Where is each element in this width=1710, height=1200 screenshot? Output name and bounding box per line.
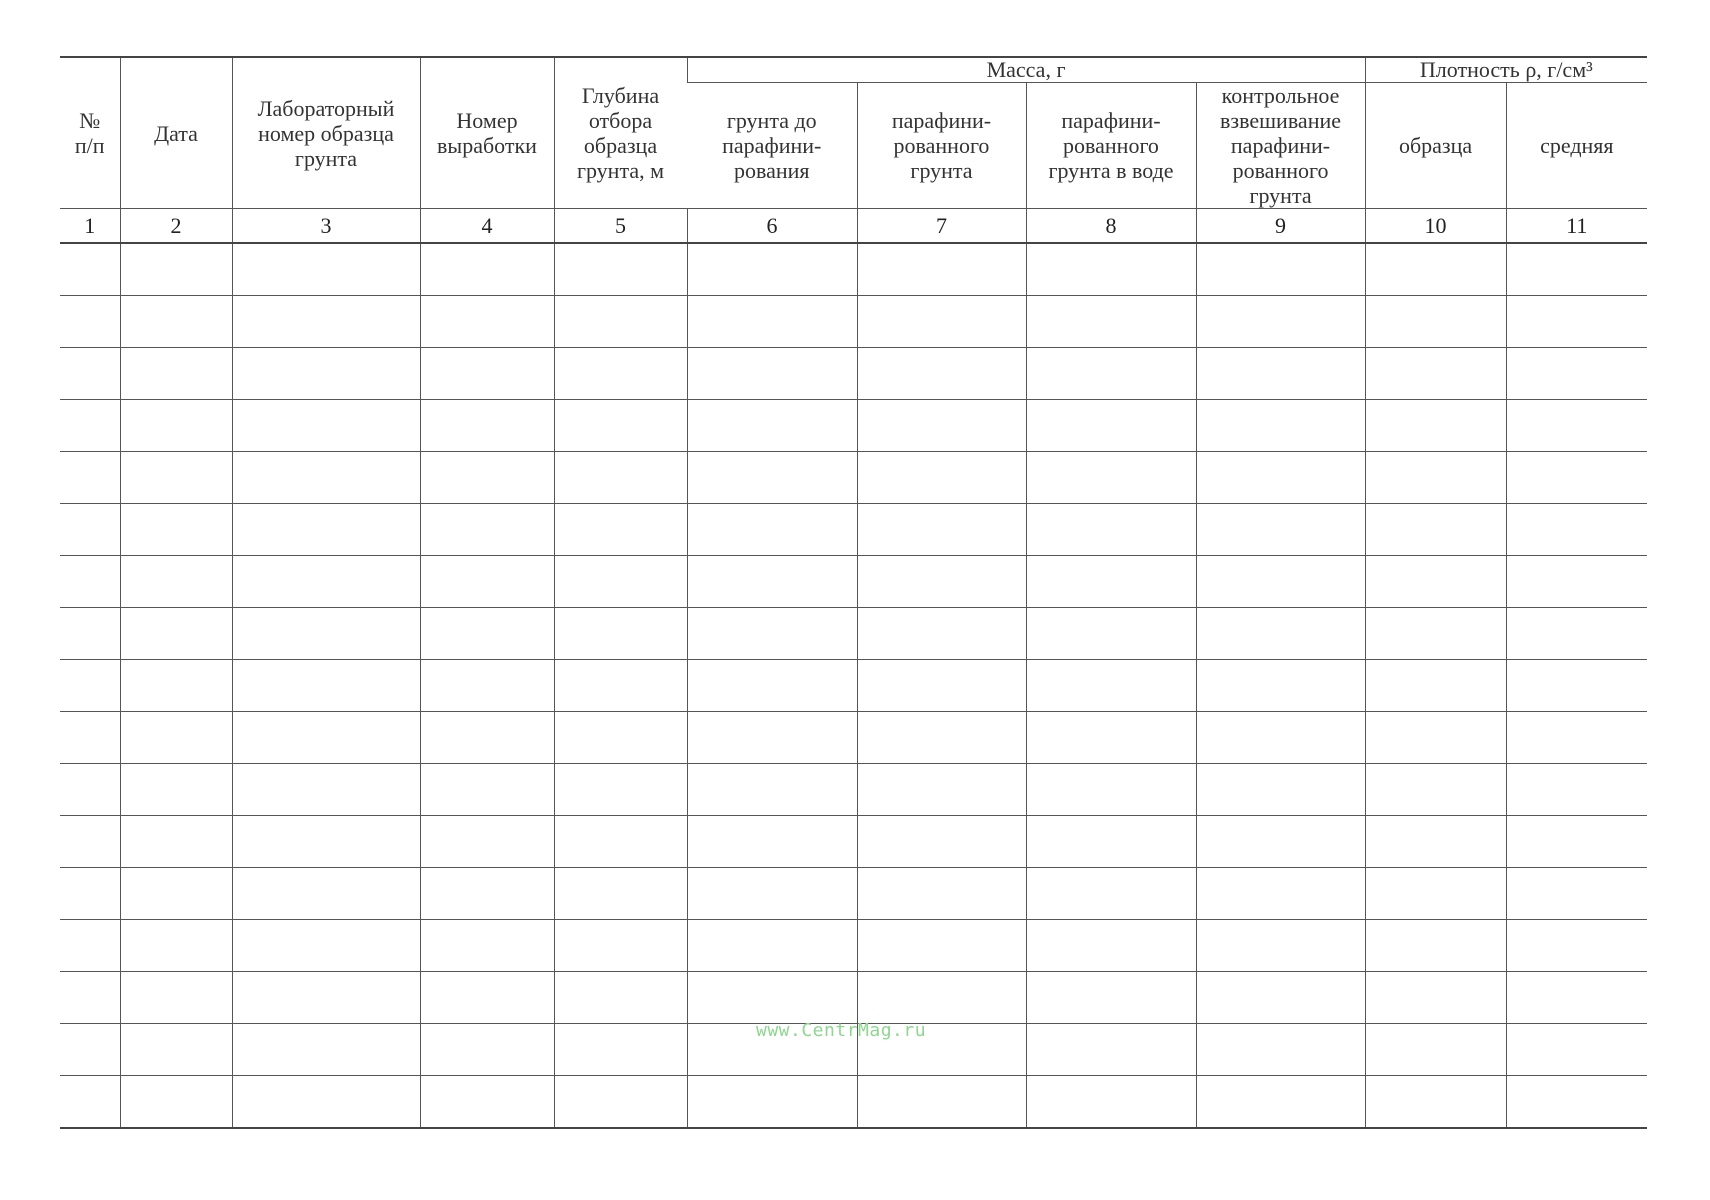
column-number: 2 [120, 209, 232, 244]
table-cell[interactable] [232, 816, 420, 868]
table-cell[interactable] [1196, 243, 1365, 296]
table-cell[interactable] [1365, 868, 1506, 920]
table-cell[interactable] [687, 712, 857, 764]
table-cell[interactable] [554, 296, 687, 348]
column-number: 7 [857, 209, 1026, 244]
table-cell[interactable] [1026, 972, 1196, 1024]
table-cell[interactable] [554, 452, 687, 504]
table-cell[interactable] [1365, 296, 1506, 348]
table-row [60, 868, 1647, 920]
table-cell[interactable] [60, 452, 120, 504]
table-cell[interactable] [420, 764, 554, 816]
table-cell[interactable] [857, 452, 1026, 504]
table-cell[interactable] [420, 972, 554, 1024]
table-cell[interactable] [1196, 712, 1365, 764]
column-number-row [60, 209, 1647, 244]
table-row [60, 920, 1647, 972]
watermark-text: www.CentrMag.ru [756, 1020, 927, 1041]
table-cell[interactable] [1026, 712, 1196, 764]
table-cell[interactable] [420, 296, 554, 348]
table-cell[interactable] [232, 1024, 420, 1076]
table-cell[interactable] [120, 816, 232, 868]
table-cell[interactable] [857, 608, 1026, 660]
table-cell[interactable] [120, 972, 232, 1024]
table-cell[interactable] [1506, 348, 1647, 400]
table-cell[interactable] [687, 764, 857, 816]
table-cell[interactable] [60, 400, 120, 452]
table-cell[interactable] [60, 1076, 120, 1129]
table-cell[interactable] [420, 400, 554, 452]
table-cell[interactable] [1506, 556, 1647, 608]
table-cell[interactable] [120, 452, 232, 504]
table-cell[interactable] [120, 348, 232, 400]
table-cell[interactable] [687, 556, 857, 608]
table-cell[interactable] [1506, 243, 1647, 296]
table-cell[interactable] [60, 712, 120, 764]
table-cell[interactable] [687, 452, 857, 504]
table-cell[interactable] [857, 816, 1026, 868]
table-cell[interactable] [232, 348, 420, 400]
table-row [60, 348, 1647, 400]
table-cell[interactable] [232, 504, 420, 556]
table-cell[interactable] [120, 660, 232, 712]
column-number: 5 [554, 209, 687, 244]
table-cell[interactable] [1506, 868, 1647, 920]
table-cell[interactable] [232, 712, 420, 764]
table-cell[interactable] [554, 660, 687, 712]
column-header-density-average: средняя [1506, 83, 1647, 209]
table-cell[interactable] [1196, 1024, 1365, 1076]
table-cell[interactable] [1196, 504, 1365, 556]
table-cell[interactable] [232, 868, 420, 920]
table-cell[interactable] [420, 452, 554, 504]
table-cell[interactable] [1365, 400, 1506, 452]
table-cell[interactable] [60, 504, 120, 556]
table-cell[interactable] [1026, 400, 1196, 452]
table-cell[interactable] [554, 972, 687, 1024]
table-cell[interactable] [1196, 452, 1365, 504]
table-cell[interactable] [420, 1024, 554, 1076]
table-cell[interactable] [1365, 1076, 1506, 1129]
table-row [60, 504, 1647, 556]
table-cell[interactable] [554, 1024, 687, 1076]
table-cell[interactable] [554, 1076, 687, 1129]
table-cell[interactable] [687, 243, 857, 296]
table-cell[interactable] [60, 608, 120, 660]
table-row [60, 608, 1647, 660]
table-cell[interactable] [1026, 452, 1196, 504]
column-header-excavation-number: Номер выработки [420, 57, 554, 209]
table-cell[interactable] [1026, 348, 1196, 400]
table-cell[interactable] [857, 972, 1026, 1024]
table-cell[interactable] [857, 660, 1026, 712]
table-cell[interactable] [1506, 1076, 1647, 1129]
table-cell[interactable] [60, 920, 120, 972]
table-cell[interactable] [1026, 764, 1196, 816]
table-cell[interactable] [1365, 243, 1506, 296]
table-cell[interactable] [420, 920, 554, 972]
table-cell[interactable] [420, 556, 554, 608]
table-cell[interactable] [1196, 764, 1365, 816]
table-cell[interactable] [1506, 504, 1647, 556]
table-cell[interactable] [687, 608, 857, 660]
column-number: 9 [1196, 209, 1365, 244]
table-cell[interactable] [60, 1024, 120, 1076]
table-cell[interactable] [420, 243, 554, 296]
table-row [60, 660, 1647, 712]
table-cell[interactable] [1365, 712, 1506, 764]
group-header-mass: Масса, г [687, 57, 1365, 83]
column-header-mass-in-water: парафини- рованного грунта в воде [1026, 83, 1196, 209]
table-cell[interactable] [60, 556, 120, 608]
table-cell[interactable] [687, 868, 857, 920]
table-cell[interactable] [857, 504, 1026, 556]
table-cell[interactable] [857, 712, 1026, 764]
table-cell[interactable] [857, 400, 1026, 452]
table-cell[interactable] [1365, 920, 1506, 972]
column-header-number: № п/п [60, 57, 120, 209]
table-cell[interactable] [232, 296, 420, 348]
table-cell[interactable] [1365, 504, 1506, 556]
table-cell[interactable] [687, 348, 857, 400]
table-cell[interactable] [232, 452, 420, 504]
table-cell[interactable] [1026, 816, 1196, 868]
table-cell[interactable] [232, 400, 420, 452]
table-cell[interactable] [857, 868, 1026, 920]
table-cell[interactable] [1196, 296, 1365, 348]
table-cell[interactable] [1506, 296, 1647, 348]
table-cell[interactable] [1026, 920, 1196, 972]
group-header-density: Плотность ρ, г/см³ [1365, 57, 1647, 83]
table-cell[interactable] [1365, 660, 1506, 712]
column-number: 3 [232, 209, 420, 244]
table-cell[interactable] [687, 400, 857, 452]
table-cell[interactable] [857, 1076, 1026, 1129]
table-cell[interactable] [1196, 608, 1365, 660]
table-cell[interactable] [1506, 400, 1647, 452]
table-cell[interactable] [120, 608, 232, 660]
column-number: 6 [687, 209, 857, 244]
table-cell[interactable] [1365, 764, 1506, 816]
table-cell[interactable] [420, 1076, 554, 1129]
table-cell[interactable] [1506, 452, 1647, 504]
table-cell[interactable] [1196, 868, 1365, 920]
column-number: 10 [1365, 209, 1506, 244]
table-cell[interactable] [420, 504, 554, 556]
table-cell[interactable] [1506, 712, 1647, 764]
table-row [60, 243, 1647, 296]
table-cell[interactable] [420, 660, 554, 712]
table-cell[interactable] [1196, 920, 1365, 972]
table-cell[interactable] [120, 400, 232, 452]
table-cell[interactable] [1506, 972, 1647, 1024]
table-cell[interactable] [1026, 504, 1196, 556]
table-cell[interactable] [1196, 816, 1365, 868]
table-cell[interactable] [120, 1076, 232, 1129]
table-cell[interactable] [554, 712, 687, 764]
table-cell[interactable] [1506, 816, 1647, 868]
table-cell[interactable] [60, 660, 120, 712]
table-cell[interactable] [1026, 1024, 1196, 1076]
column-header-sampling-depth: Глубина отбора образца грунта, м [554, 57, 687, 209]
table-row [60, 816, 1647, 868]
table-row [60, 764, 1647, 816]
table-cell[interactable] [232, 972, 420, 1024]
table-cell[interactable] [1506, 608, 1647, 660]
table-cell[interactable] [120, 712, 232, 764]
table-cell[interactable] [120, 920, 232, 972]
column-header-density-sample: образца [1365, 83, 1506, 209]
table-cell[interactable] [857, 920, 1026, 972]
table-cell[interactable] [687, 660, 857, 712]
table-cell[interactable] [554, 243, 687, 296]
table-cell[interactable] [120, 504, 232, 556]
table-cell[interactable] [1026, 243, 1196, 296]
table-cell[interactable] [1506, 1024, 1647, 1076]
table-cell[interactable] [232, 920, 420, 972]
table-cell[interactable] [1196, 1076, 1365, 1129]
table-cell[interactable] [60, 868, 120, 920]
table-cell[interactable] [554, 816, 687, 868]
table-cell[interactable] [687, 920, 857, 972]
table-cell[interactable] [1026, 556, 1196, 608]
table-cell[interactable] [120, 1024, 232, 1076]
table-cell[interactable] [60, 764, 120, 816]
table-row [60, 296, 1647, 348]
table-cell[interactable] [60, 816, 120, 868]
table-cell[interactable] [1365, 348, 1506, 400]
table-cell[interactable] [232, 556, 420, 608]
table-cell[interactable] [1196, 556, 1365, 608]
table-cell[interactable] [1365, 556, 1506, 608]
table-cell[interactable] [554, 504, 687, 556]
column-header-lab-sample-number: Лабораторный номер образца грунта [232, 57, 420, 209]
table-cell[interactable] [420, 816, 554, 868]
table-cell[interactable] [1026, 296, 1196, 348]
table-cell[interactable] [1196, 348, 1365, 400]
table-cell[interactable] [1196, 660, 1365, 712]
table-cell[interactable] [232, 608, 420, 660]
table-cell[interactable] [1026, 660, 1196, 712]
table-cell[interactable] [554, 920, 687, 972]
table-cell[interactable] [687, 816, 857, 868]
table-cell[interactable] [554, 868, 687, 920]
column-number: 1 [60, 209, 120, 244]
table-cell[interactable] [554, 608, 687, 660]
table-cell[interactable] [1365, 1024, 1506, 1076]
table-cell[interactable] [232, 1076, 420, 1129]
table-cell[interactable] [554, 764, 687, 816]
column-header-mass-paraffined: парафини- рованного грунта [857, 83, 1026, 209]
table-cell[interactable] [554, 556, 687, 608]
table-cell[interactable] [687, 972, 857, 1024]
table-row [60, 972, 1647, 1024]
table-cell[interactable] [857, 243, 1026, 296]
table-cell[interactable] [1365, 816, 1506, 868]
column-number: 4 [420, 209, 554, 244]
table-cell[interactable] [1026, 608, 1196, 660]
density-journal-table [60, 56, 1647, 1129]
column-header-date: Дата [120, 57, 232, 209]
table-cell[interactable] [60, 243, 120, 296]
table-cell[interactable] [857, 764, 1026, 816]
table-cell[interactable] [1506, 764, 1647, 816]
table-cell[interactable] [857, 348, 1026, 400]
table-cell[interactable] [420, 712, 554, 764]
table-cell[interactable] [1365, 608, 1506, 660]
table-row [60, 1076, 1647, 1129]
table-cell[interactable] [232, 660, 420, 712]
table-cell[interactable] [687, 1076, 857, 1129]
journal-form [60, 56, 1647, 1139]
table-cell[interactable] [232, 764, 420, 816]
table-cell[interactable] [60, 296, 120, 348]
table-cell[interactable] [687, 504, 857, 556]
table-cell[interactable] [60, 972, 120, 1024]
table-cell[interactable] [60, 348, 120, 400]
table-cell[interactable] [120, 243, 232, 296]
table-cell[interactable] [120, 556, 232, 608]
table-cell[interactable] [120, 868, 232, 920]
table-cell[interactable] [1506, 660, 1647, 712]
table-cell[interactable] [1196, 972, 1365, 1024]
table-cell[interactable] [857, 296, 1026, 348]
table-cell[interactable] [687, 296, 857, 348]
empty-rows [60, 243, 1647, 1128]
table-row [60, 712, 1647, 764]
table-cell[interactable] [1365, 972, 1506, 1024]
table-cell[interactable] [420, 608, 554, 660]
table-cell[interactable] [1506, 920, 1647, 972]
table-cell[interactable] [420, 868, 554, 920]
table-cell[interactable] [1026, 1076, 1196, 1129]
table-cell[interactable] [420, 348, 554, 400]
table-row [60, 556, 1647, 608]
table-cell[interactable] [1365, 452, 1506, 504]
table-cell[interactable] [554, 400, 687, 452]
table-row [60, 400, 1647, 452]
table-cell[interactable] [232, 243, 420, 296]
table-cell[interactable] [857, 556, 1026, 608]
table-cell[interactable] [1026, 868, 1196, 920]
column-header-control-weighing: контрольное взвешивание парафини- рованного грунта [1196, 83, 1365, 209]
column-header-mass-before-paraffin: грунта до парафини- рования [687, 83, 857, 209]
table-cell[interactable] [554, 348, 687, 400]
column-number: 11 [1506, 209, 1647, 244]
table-cell[interactable] [120, 296, 232, 348]
table-row [60, 452, 1647, 504]
column-number: 8 [1026, 209, 1196, 244]
table-cell[interactable] [1196, 400, 1365, 452]
table-cell[interactable] [120, 764, 232, 816]
